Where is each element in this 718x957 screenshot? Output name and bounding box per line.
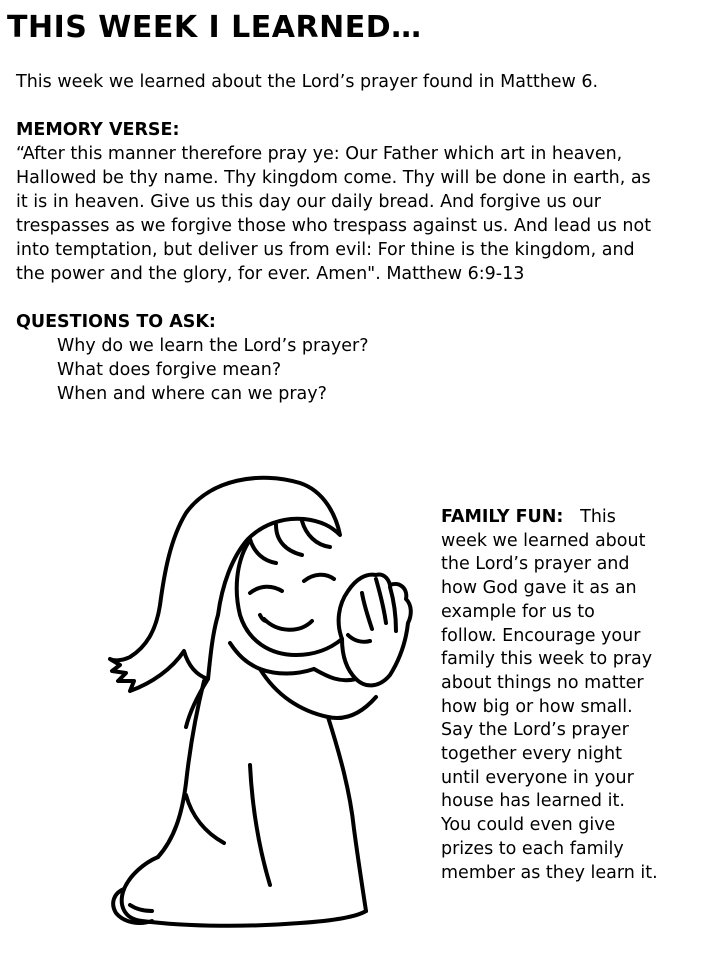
- family-fun-line: follow. Encourage your: [441, 625, 641, 646]
- memory-verse-line: Hallowed be thy name. Thy kingdom come. Thy will be done in earth, as: [16, 168, 651, 188]
- closed-eye-icon: [250, 587, 282, 593]
- hair-strand: [250, 539, 276, 563]
- dress-left: [158, 681, 204, 857]
- arm-lower: [260, 669, 376, 718]
- question-item: What does forgive mean?: [57, 360, 282, 380]
- memory-verse-line: trespasses as we forgive those who trespass against us. And lead us not: [16, 216, 652, 236]
- question-item: When and where can we pray?: [57, 384, 327, 404]
- question-item: Why do we learn the Lord’s prayer?: [57, 336, 369, 356]
- family-fun-line: You could even give: [441, 815, 616, 836]
- family-fun-line: about things no matter: [441, 672, 644, 693]
- finger-line: [390, 587, 396, 631]
- family-fun-text: This: [580, 507, 616, 527]
- family-fun-heading: FAMILY FUN:: [441, 507, 564, 527]
- hair-outline: [110, 478, 340, 691]
- family-fun-first-line: [441, 506, 701, 530]
- dress-fold: [250, 765, 270, 885]
- skirt-fold: [186, 795, 224, 843]
- family-fun-section: [441, 506, 701, 885]
- family-fun-line: example for us to: [441, 601, 595, 622]
- family-fun-line: Say the Lord’s prayer: [441, 720, 629, 741]
- smile: [264, 619, 312, 630]
- face-outline: [237, 543, 342, 655]
- knee: [122, 857, 366, 926]
- family-fun-line: how big or how small.: [441, 696, 633, 717]
- finger-line: [376, 579, 386, 623]
- family-fun-line: prizes to each family: [441, 838, 624, 859]
- praying-girl-illustration: [100, 465, 420, 945]
- thumb-line: [348, 635, 370, 642]
- family-fun-line: family this week to pray: [441, 649, 653, 670]
- memory-verse-line: “After this manner therefore pray ye: Our Father which art in heaven,: [16, 144, 623, 164]
- family-fun-line: week we learned about: [441, 530, 646, 551]
- family-fun-line: the Lord’s prayer and: [441, 554, 630, 575]
- toe-line: [130, 905, 152, 911]
- closed-eye-icon: [304, 575, 334, 581]
- collar: [230, 643, 314, 674]
- memory-verse-line: into temptation, but deliver us from evil: For thine is the kingdom, and: [16, 240, 635, 260]
- finger-line: [362, 593, 372, 629]
- intro-text: This week we learned about the Lord’s prayer found in Matthew 6.: [16, 72, 599, 92]
- family-fun-line: how God gave it as an: [441, 578, 637, 599]
- family-fun-line: member as they learn it.: [441, 862, 658, 883]
- page-title: THIS WEEK I LEARNED…: [7, 10, 422, 45]
- hair-strand: [276, 525, 302, 555]
- praying-hands: [339, 574, 411, 685]
- family-fun-line: together every night: [441, 744, 622, 765]
- questions-heading: QUESTIONS TO ASK:: [16, 312, 216, 332]
- memory-verse-line: it is in heaven. Give us this day our daily bread. And forgive us our: [16, 192, 601, 212]
- dress-right: [328, 717, 366, 911]
- memory-verse-heading: MEMORY VERSE:: [16, 120, 180, 140]
- memory-verse-line: the power and the glory, for ever. Amen". Matthew 6:9-13: [16, 264, 525, 284]
- family-fun-line: until everyone in your: [441, 767, 634, 788]
- family-fun-line: house has learned it.: [441, 791, 625, 812]
